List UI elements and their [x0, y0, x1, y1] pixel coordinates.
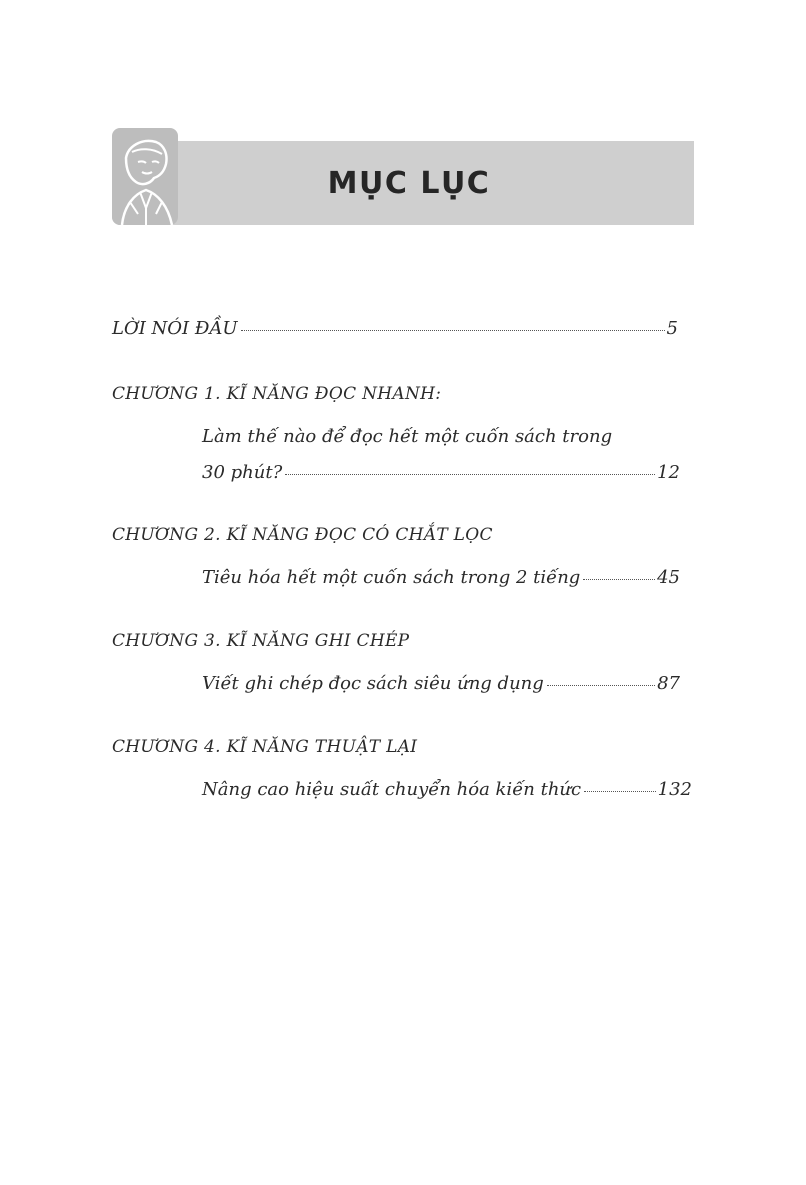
dot-leader	[285, 474, 655, 475]
toc-entry-page: 132	[657, 779, 692, 800]
toc-entry-label: 30 phút?	[202, 462, 283, 483]
toc-entry-chapter-2[interactable]	[202, 567, 680, 588]
dot-leader	[583, 579, 655, 580]
toc-entry-page: 45	[657, 567, 680, 588]
toc-entry-chapter-1[interactable]	[202, 462, 680, 483]
toc-entry-preface[interactable]	[112, 318, 678, 339]
dot-leader	[584, 791, 656, 792]
chapter-1-heading[interactable]: CHƯƠNG 1. KĨ NĂNG ĐỌC NHANH:	[112, 384, 442, 404]
chapter-2-heading[interactable]: CHƯƠNG 2. KĨ NĂNG ĐỌC CÓ CHẮT LỌC	[112, 525, 493, 545]
page-title: MỤC LỤC	[327, 165, 491, 201]
toc-entry-label: Viết ghi chép đọc sách siêu ứng dụng	[202, 673, 544, 694]
toc-entry-page: 5	[666, 318, 678, 339]
toc-entry-label: Tiêu hóa hết một cuốn sách trong 2 tiếng	[202, 567, 581, 588]
chapter-4-heading[interactable]: CHƯƠNG 4. KĨ NĂNG THUẬT LẠI	[112, 737, 418, 757]
toc-entry-chapter-3[interactable]	[202, 673, 680, 694]
toc-entry-label: LỜI NÓI ĐẦU	[112, 318, 238, 339]
dot-leader	[241, 330, 665, 331]
chapter-3-heading[interactable]: CHƯƠNG 3. KĨ NĂNG GHI CHÉP	[112, 631, 410, 651]
dot-leader	[547, 685, 655, 686]
toc-entry-chapter-4[interactable]	[202, 779, 692, 800]
toc-entry-page: 87	[657, 673, 680, 694]
toc-entry-page: 12	[657, 462, 680, 483]
chapter-1-subtitle-line1[interactable]: Làm thế nào để đọc hết một cuốn sách trong	[202, 426, 613, 447]
toc-entry-label: Nâng cao hiệu suất chuyển hóa kiến thức	[202, 779, 582, 800]
